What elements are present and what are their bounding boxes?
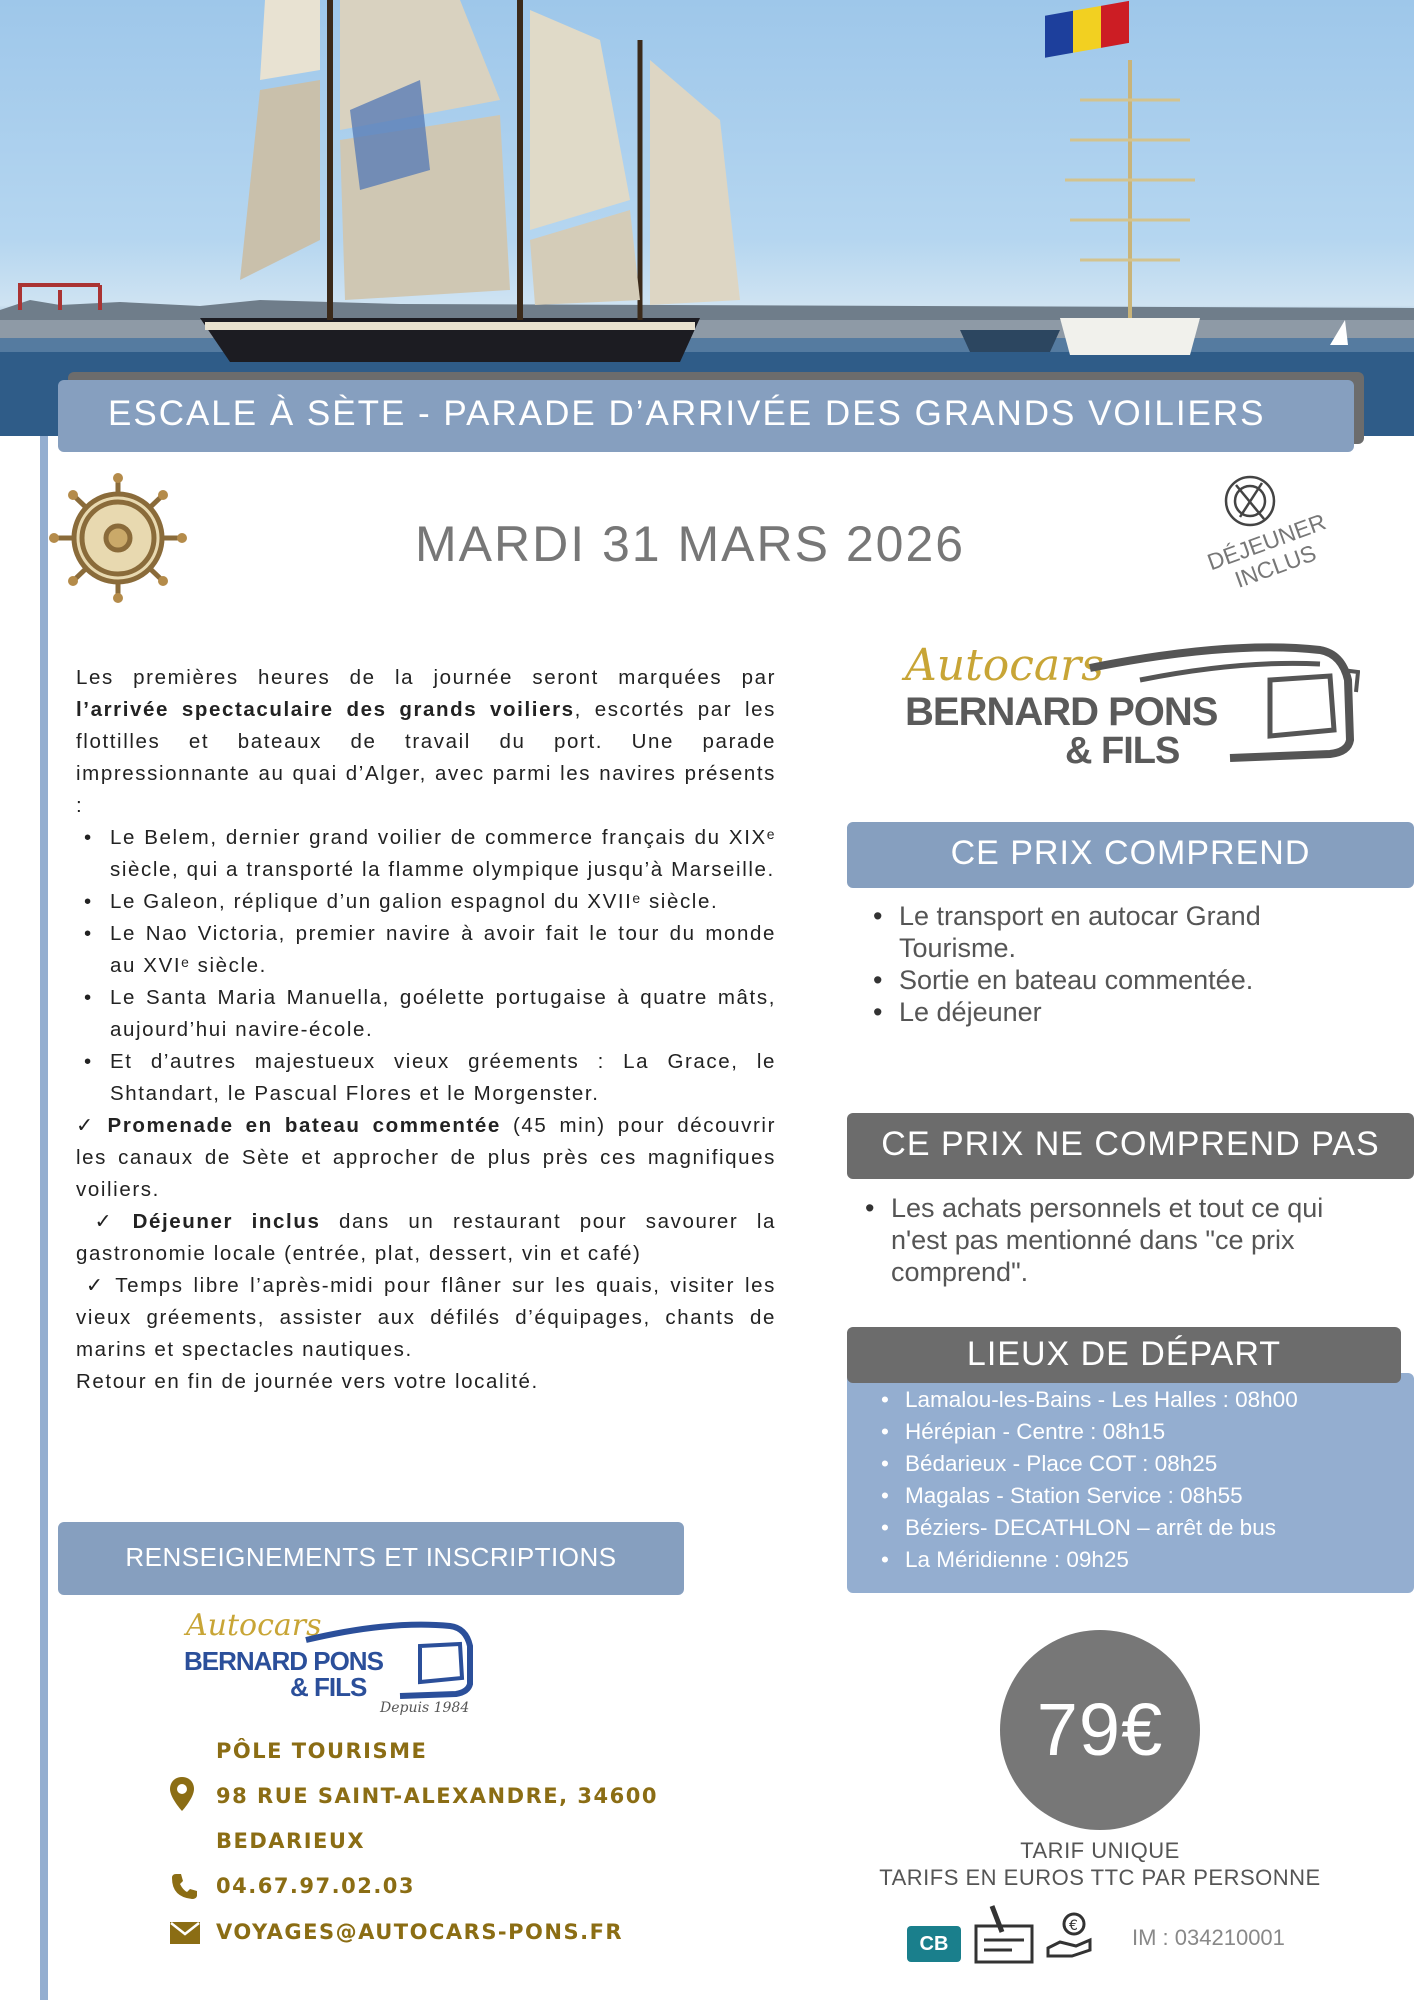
list-item: • Sortie en bateau commentée. xyxy=(899,964,1339,996)
free-time-paragraph: ✓ Temps libre l’après-midi pour flâner sur les quais, visiter les vieux gréements, assister aux défilés d’équipages, chants de marins et spectacles nautiques. xyxy=(76,1274,776,1361)
list-item: • Le Nao Victoria, premier navire à avoir fait le tour du monde au XVIᵉ siècle. xyxy=(110,918,776,982)
company-logo: Autocars BERNARD PONS & FILS xyxy=(900,640,1360,780)
list-item: • La Méridienne : 09h25 xyxy=(905,1544,1298,1576)
check-icon: ✓ xyxy=(94,1210,125,1233)
price-badge: 79€ xyxy=(1000,1630,1200,1830)
email-icon xyxy=(170,1922,200,1944)
departures-heading: LIEUX DE DÉPART xyxy=(847,1327,1401,1383)
list-item: • Les achats personnels et tout ce qui n'est pas mentionné dans "ce prix comprend". xyxy=(891,1192,1361,1288)
list-item: • Le Belem, dernier grand voilier de commerce français du XIXᵉ siècle, qui a transporté la flamme olympique jusqu’à Marseille. xyxy=(110,822,776,886)
bus-icon xyxy=(1080,640,1360,770)
company-logo-small: Autocars BERNARD PONS & FILS Depuis 1984 xyxy=(180,1610,480,1725)
address-line-1: 98 RUE SAINT-ALEXANDRE, 34600 xyxy=(216,1784,658,1808)
check-icon: ✓ xyxy=(76,1114,100,1137)
list-item: • Et d’autres majestueux vieux gréements : La Grace, le Shtandart, le Pascual Flores et le Morgenster. xyxy=(110,1046,776,1110)
list-item: • Lamalou-les-Bains - Les Halles : 08h00 xyxy=(905,1384,1298,1416)
description-text xyxy=(76,662,776,1398)
list-item: • Le transport en autocar Grand Tourisme. xyxy=(899,900,1339,964)
email-address[interactable]: VOYAGES@AUTOCARS-PONS.FR xyxy=(216,1920,624,1944)
licence-number: IM : 034210001 xyxy=(1132,1925,1285,1950)
event-date: MARDI 31 MARS 2026 xyxy=(415,516,966,572)
page-title: ESCALE À SÈTE - PARADE D’ARRIVÉE DES GRANDS VOILIERS xyxy=(108,394,1266,433)
price-notes: TARIF UNIQUE TARIFS EN EUROS TTC PAR PERSONNE xyxy=(879,1838,1321,1890)
credit-card-icon: CB xyxy=(907,1926,961,1962)
departures-list xyxy=(905,1384,1298,1576)
promenade-paragraph: ✓ Promenade en bateau commentée (45 min) pour découvrir les canaux de Sète et approcher de plus près ces magnifiques voiliers. xyxy=(76,1114,776,1201)
ship-wheel-icon xyxy=(46,473,190,608)
included-list xyxy=(899,900,1339,1028)
pole-tourisme-label: PÔLE TOURISME xyxy=(216,1739,428,1763)
plate-cutlery-icon xyxy=(1222,473,1278,534)
list-item: • Hérépian - Centre : 08h15 xyxy=(905,1416,1298,1448)
return-paragraph: Retour en fin de journée vers votre localité. xyxy=(76,1370,539,1393)
address-line-2: BEDARIEUX xyxy=(216,1829,366,1853)
check-icon: ✓ xyxy=(85,1274,108,1297)
cheque-icon xyxy=(972,1904,1036,1966)
list-item: • Le Galeon, réplique d’un galion espagnol du XVIIᵉ siècle. xyxy=(110,886,776,918)
lunch-included-badge: DÉJEUNER INCLUS xyxy=(1203,508,1330,593)
location-pin-icon xyxy=(170,1777,194,1811)
included-heading: CE PRIX COMPREND xyxy=(847,822,1414,888)
list-item: • Béziers- DECATHLON – arrêt de bus xyxy=(905,1512,1298,1544)
cash-hand-icon xyxy=(1046,1906,1094,1960)
contact-heading: RENSEIGNEMENTS ET INSCRIPTIONS xyxy=(58,1522,684,1595)
hero-photo xyxy=(0,0,1414,436)
phone-number[interactable]: 04.67.97.02.03 xyxy=(216,1874,416,1898)
bus-icon xyxy=(300,1618,480,1703)
list-item: • Bédarieux - Place COT : 08h25 xyxy=(905,1448,1298,1480)
intro-paragraph: Les premières heures de la journée seront marquées par l’arrivée spectaculaire des grands voiliers, escortés par les flottilles et bateaux de travail du port. Une parade impressionnante au quai d’Alger, avec parmi les navires présents : xyxy=(76,666,776,817)
phone-icon xyxy=(170,1872,198,1900)
not-included-heading: CE PRIX NE COMPREND PAS xyxy=(847,1113,1414,1179)
list-item: • Le déjeuner xyxy=(899,996,1339,1028)
list-item: • Magalas - Station Service : 08h55 xyxy=(905,1480,1298,1512)
ships-list xyxy=(110,822,776,1110)
tall-ships-illustration xyxy=(0,0,1414,436)
not-included-list xyxy=(891,1192,1361,1288)
left-accent-rule xyxy=(40,436,48,2000)
svg-text:€: € xyxy=(1069,1918,1078,1934)
list-item: • Le Santa Maria Manuella, goélette portugaise à quatre mâts, aujourd’hui navire-école. xyxy=(110,982,776,1046)
title-banner xyxy=(58,380,1354,452)
lunch-paragraph: ✓ Déjeuner inclus dans un restaurant pour savourer la gastronomie locale (entrée, plat, dessert, vin et café) xyxy=(76,1210,777,1265)
